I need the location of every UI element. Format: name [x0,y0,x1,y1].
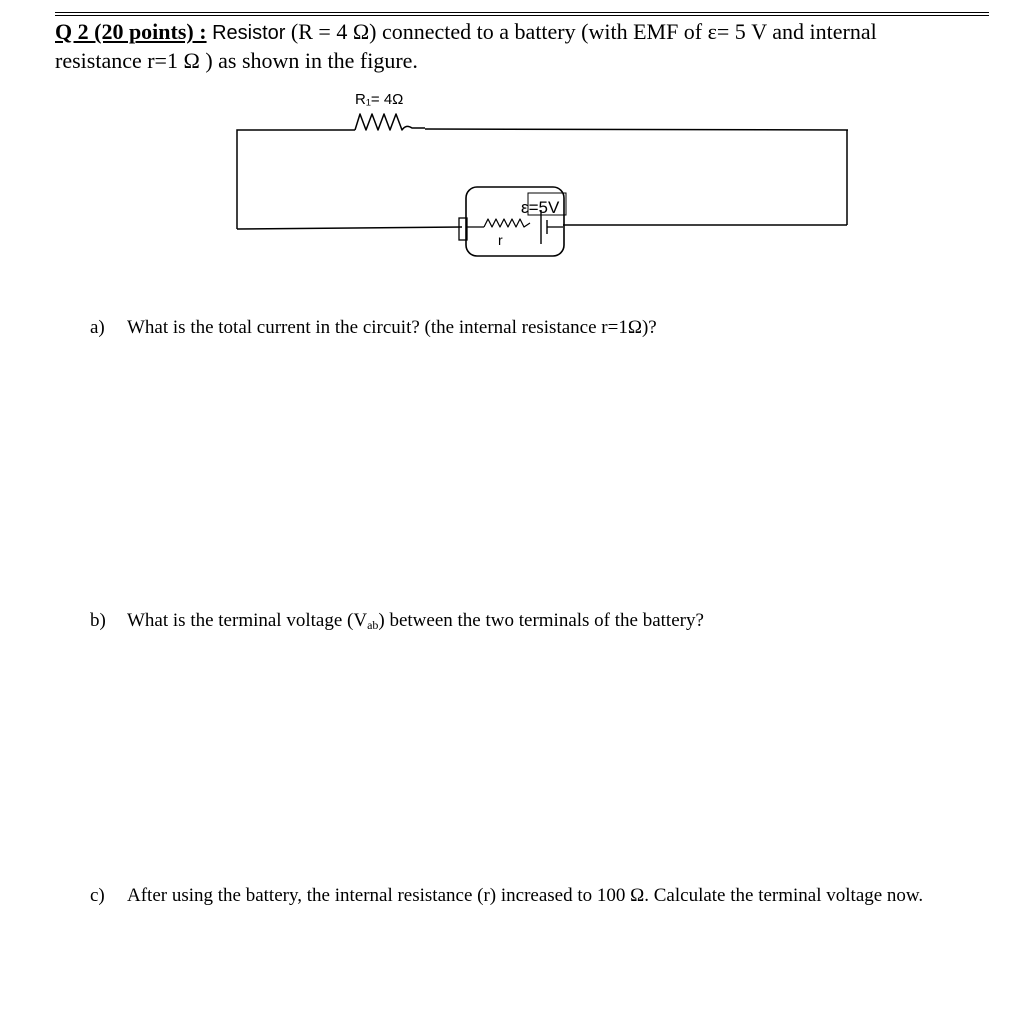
question-label: Q 2 (20 points) : [55,19,207,44]
part-a-text: What is the total current in the circuit? (the internal resistance r=1Ω)? [127,317,657,338]
part-c-marker: c) [90,885,105,906]
bottom-wire-left [237,227,462,229]
resistor-r1 [355,114,425,130]
question-text-line2: resistance r=1 Ω ) as shown in the figure. [55,48,418,73]
part-b-marker: b) [90,610,106,631]
top-wire-left [237,130,355,133]
part-b-text-before: What is the terminal voltage (V [127,610,368,631]
part-b-subscript: ab [367,618,379,632]
part-a [90,314,970,342]
circuit-diagram [0,0,1024,300]
resistor-label: R₁= 4Ω [355,91,404,108]
part-b-text-after: ) between the two terminals of the battery? [378,610,704,631]
question-intro-word: Resistor [212,22,286,44]
internal-resistance-label: r [498,232,503,248]
part-c-text: After using the battery, the internal resistance (r) increased to 100 Ω. Calculate the terminal voltage now. [127,885,924,906]
top-wire-right [425,129,848,130]
question-text-line1: (R = 4 Ω) connected to a battery (with EMF of ε= 5 V and internal [290,19,877,44]
part-b [90,607,970,639]
part-b-text [127,607,970,639]
part-c [90,882,970,910]
emf-label: ε=5V [521,198,560,217]
part-a-marker: a) [90,317,105,338]
internal-resistor [484,219,530,227]
